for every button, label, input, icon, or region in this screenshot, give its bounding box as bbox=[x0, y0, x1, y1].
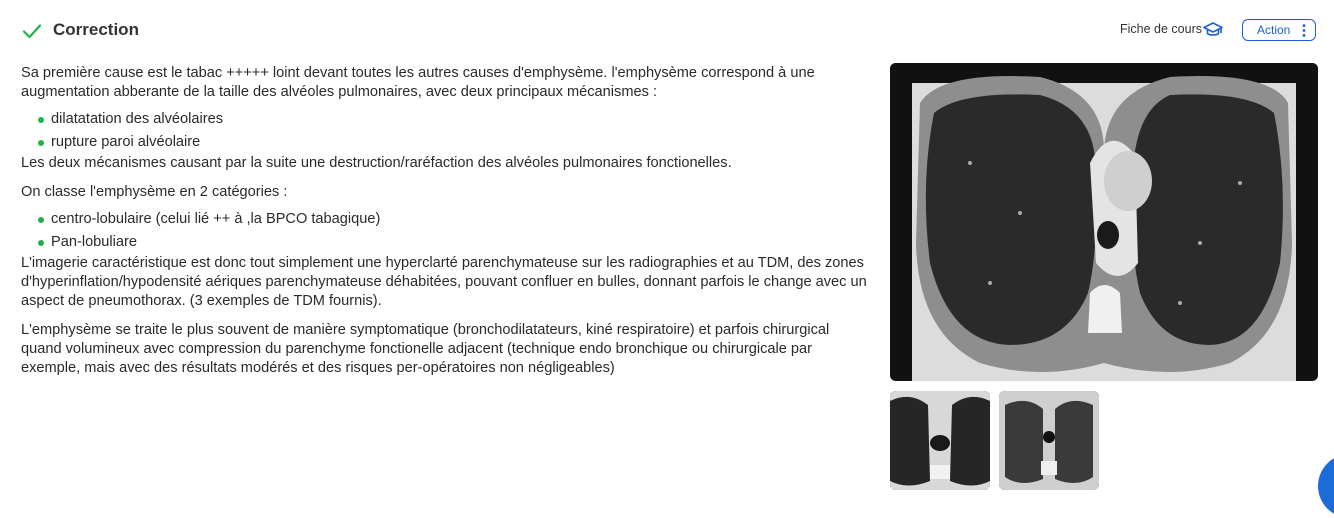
ct-scan-thumbnail-2[interactable] bbox=[999, 391, 1099, 490]
check-icon bbox=[21, 20, 43, 42]
correction-content bbox=[21, 64, 871, 388]
paragraph-mechanisms: Les deux mécanismes causant par la suite une destruction/raréfaction des alvéoles pulmonaires fonctionelles. bbox=[21, 155, 732, 171]
ct-scan-main-image[interactable] bbox=[890, 63, 1318, 381]
fiche-de-cours-link[interactable]: Fiche de cours bbox=[1120, 22, 1202, 36]
paragraph-treatment: L'emphysème se traite le plus souvent de manière symptomatique (bronchodilatateurs, kiné respiratoire) et parfois chirurgical quand volumineux avec compression du parenchyme fonctionelle adjacent (technique endo bronchique ou chirurgicale par exemple, mais avec des résultats modérés et des risques per-opératoires non négligeables) bbox=[21, 322, 830, 376]
paragraph-categories: On classe l'emphysème en 2 catégories : bbox=[21, 184, 288, 200]
list-item: centro-lobulaire (celui lié ++ à ,la BPCO tabagique) bbox=[38, 208, 871, 231]
list-item: rupture paroi alvéolaire bbox=[38, 131, 871, 154]
floating-action-button[interactable] bbox=[1318, 454, 1334, 518]
ct-thumbnail-illustration bbox=[890, 391, 990, 490]
action-button[interactable] bbox=[1242, 19, 1316, 41]
list-item: Pan-lobuliare bbox=[38, 231, 871, 254]
ct-scan-thumbnail-1[interactable] bbox=[890, 391, 990, 490]
correction-header bbox=[0, 0, 1334, 60]
categories-list bbox=[21, 208, 871, 254]
section-title: Correction bbox=[53, 20, 139, 39]
ct-scan-illustration bbox=[890, 63, 1318, 381]
paragraph-cause: Sa première cause est le tabac +++++ loint devant toutes les autres causes d'emphysème. l'emphysème correspond à une augmentation abberante de la taille des alvéoles pulmonaires, avec deux principaux mécanismes : bbox=[21, 65, 815, 100]
kebab-menu-icon bbox=[1302, 24, 1306, 37]
paragraph-imaging: L'imagerie caractéristique est donc tout simplement une hyperclarté parenchymateuse sur les radiographies et au TDM, des zones d'hyperinflation/hypodensité aériques parenchymateuse déhabitées, pouvant confluer en bulles, donnant parfois le change avec un aspect de pneumothorax. (3 exemples de TDM fournis). bbox=[21, 255, 867, 309]
ct-thumbnail-illustration bbox=[999, 391, 1099, 490]
mechanisms-list bbox=[21, 108, 871, 154]
action-button-label: Action bbox=[1257, 23, 1291, 37]
graduation-cap-icon[interactable] bbox=[1203, 21, 1223, 39]
list-item: dilatatation des alvéolaires bbox=[38, 108, 871, 131]
